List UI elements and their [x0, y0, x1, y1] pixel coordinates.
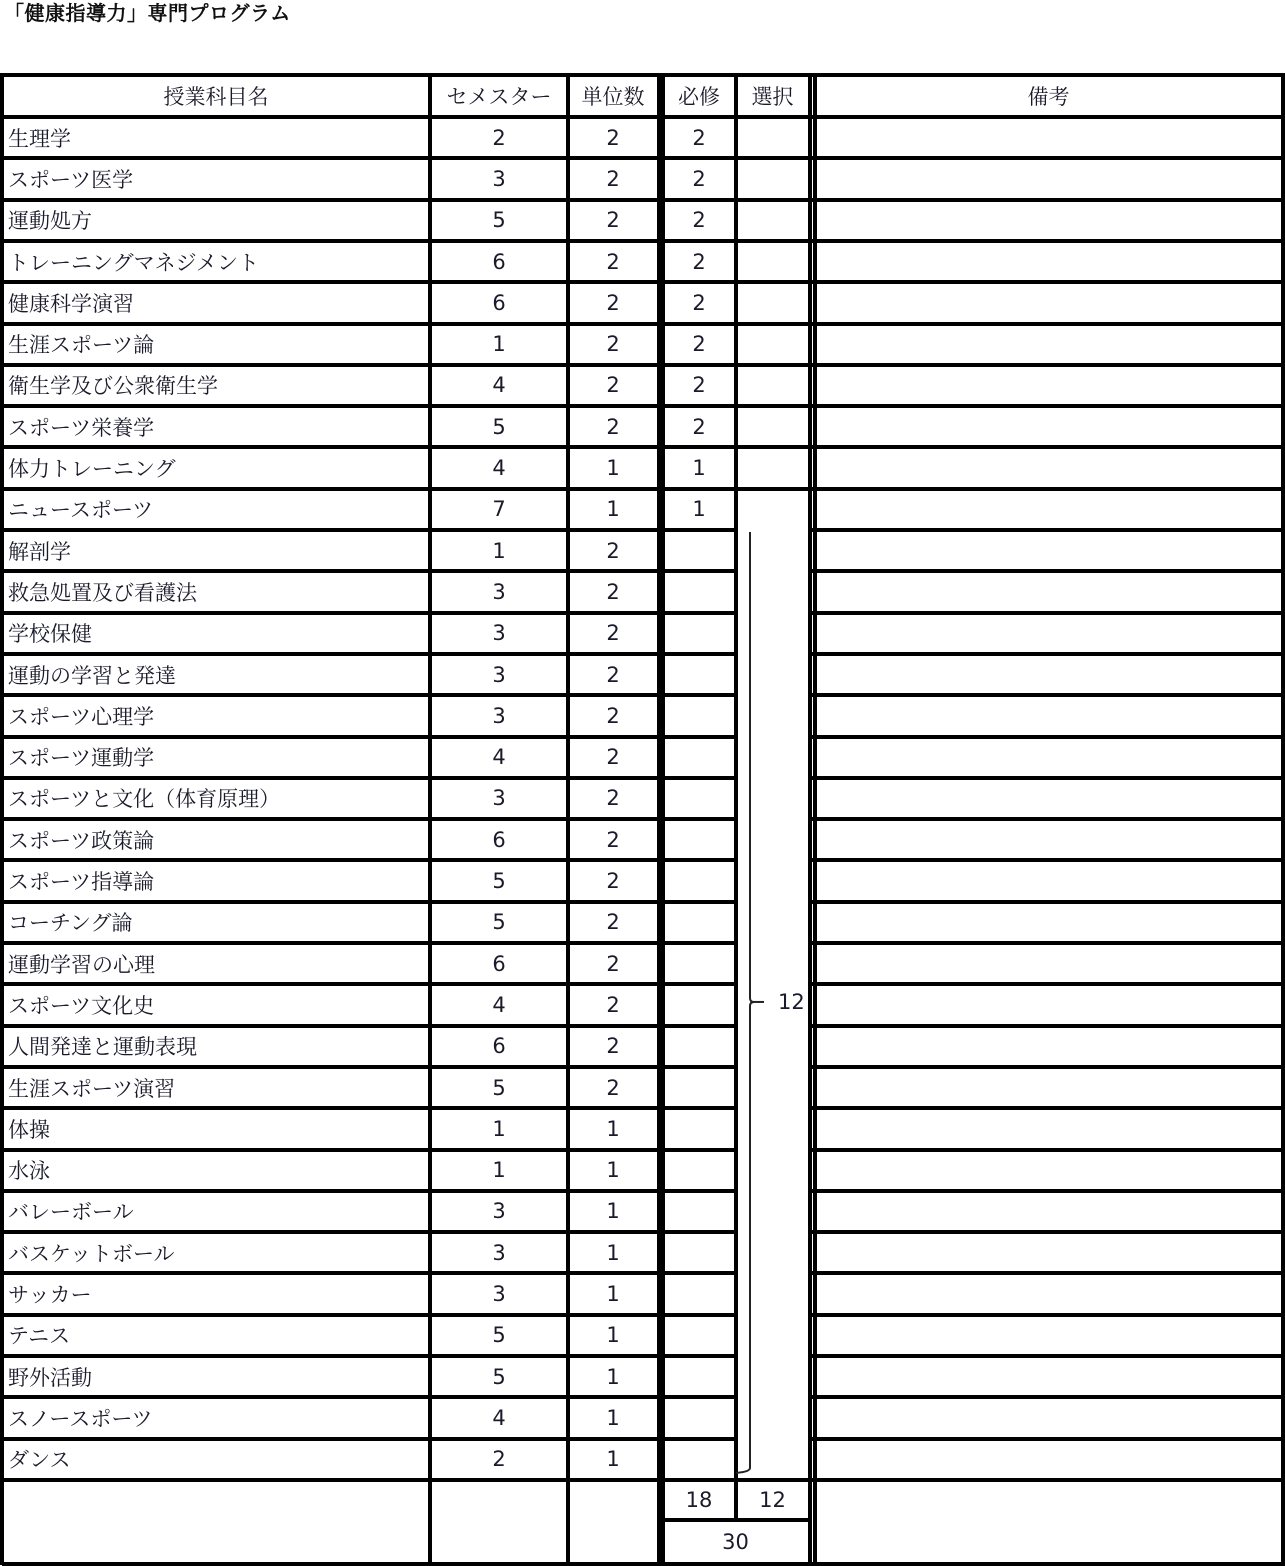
header-subject: 授業科目名: [163, 85, 269, 109]
semester-cell: 1: [492, 332, 506, 357]
credits-cell: 2: [606, 910, 620, 935]
subject-cell: バレーボール: [8, 1200, 134, 1225]
subject-cell: スポーツ栄養学: [8, 415, 155, 440]
subject-cell: 救急処置及び看護法: [8, 580, 197, 605]
required-cell: [662, 902, 736, 943]
elective-total: 12: [759, 1487, 786, 1512]
row-border: [2, 404, 1285, 408]
row-border: [809, 735, 1285, 739]
remarks-cell: [814, 1108, 1283, 1149]
row-border: [809, 817, 1285, 821]
subject-cell: バスケットボール: [8, 1241, 175, 1266]
elective-cell: [736, 324, 809, 365]
required-cell: [662, 571, 736, 612]
credits-cell: 2: [606, 373, 620, 398]
remarks-cell: [814, 324, 1283, 365]
row-border: [809, 1354, 1285, 1358]
row-border: [809, 1230, 1285, 1234]
elective-cell: [736, 241, 809, 282]
semester-cell: 5: [492, 208, 506, 233]
row-border: [809, 1437, 1285, 1441]
semester-cell: 3: [492, 1240, 506, 1265]
required-cell: [662, 819, 736, 860]
row-border: [2, 941, 738, 945]
row-border: [809, 611, 1285, 615]
required-cell: [662, 943, 736, 984]
credits-cell: 1: [606, 497, 620, 522]
row-border: [2, 239, 1285, 243]
required-cell: [662, 530, 736, 571]
credits-cell: 2: [606, 621, 620, 646]
required-cell: 2: [692, 332, 706, 357]
row-border: [2, 776, 738, 780]
remarks-cell: [814, 571, 1283, 612]
required-cell: 2: [692, 208, 706, 233]
semester-cell: 1: [492, 1116, 506, 1141]
subject-cell: スポーツ文化史: [8, 993, 155, 1018]
remarks-cell: [814, 1397, 1283, 1438]
required-cell: 2: [692, 373, 706, 398]
required-cell: 2: [692, 290, 706, 315]
required-cell: [662, 695, 736, 736]
credits-cell: 1: [606, 1323, 620, 1348]
remarks-cell: [814, 282, 1283, 323]
semester-cell: 4: [492, 373, 506, 398]
semester-cell: 6: [492, 249, 506, 274]
required-cell: [662, 1067, 736, 1108]
remarks-cell: [814, 200, 1283, 241]
row-border: [809, 1189, 1285, 1193]
remarks-cell: [814, 695, 1283, 736]
remarks-cell: [814, 984, 1283, 1025]
semester-cell: 1: [492, 1158, 506, 1183]
required-cell: [662, 1356, 736, 1397]
row-border: [2, 280, 1285, 284]
subject-cell: 人間発達と運動表現: [8, 1035, 197, 1060]
row-border: [2, 528, 738, 532]
semester-cell: 5: [492, 414, 506, 439]
subject-cell: ニュースポーツ: [8, 498, 154, 523]
row-border: [809, 1106, 1285, 1110]
elective-cell: [736, 365, 809, 406]
row-border: [2, 693, 738, 697]
required-cell: [662, 1439, 736, 1480]
semester-cell: 5: [492, 1075, 506, 1100]
row-border: [809, 1065, 1285, 1069]
required-cell: [662, 860, 736, 901]
remarks-cell: [814, 1191, 1283, 1232]
credits-cell: 2: [606, 1075, 620, 1100]
credits-cell: 1: [606, 1405, 620, 1430]
double-column-border: [661, 73, 665, 1565]
required-cell: [662, 1026, 736, 1067]
credits-cell: 2: [606, 1034, 620, 1059]
subject-cell: 学校保健: [8, 622, 92, 647]
header-semester: セメスター: [446, 85, 552, 109]
credits-cell: 1: [606, 1116, 620, 1141]
required-cell: [662, 1108, 736, 1149]
required-cell: [662, 778, 736, 819]
semester-cell: 1: [492, 538, 506, 563]
subject-cell: 運動の学習と発達: [8, 663, 176, 688]
row-border: [809, 1395, 1285, 1399]
remarks-cell: [814, 902, 1283, 943]
semester-cell: 5: [492, 1364, 506, 1389]
header-bottom-border: [2, 115, 1285, 119]
row-border: [2, 1024, 738, 1028]
row-border: [2, 1478, 1285, 1482]
table-top-border: [2, 73, 1285, 77]
row-border: [2, 1106, 738, 1110]
credits-cell: 1: [606, 1447, 620, 1472]
credits-cell: 2: [606, 249, 620, 274]
grand-total: 30: [722, 1530, 749, 1555]
required-cell: [662, 654, 736, 695]
required-cell: 2: [692, 166, 706, 191]
row-border: [2, 652, 738, 656]
semester-cell: 7: [492, 497, 506, 522]
credits-cell: 2: [606, 579, 620, 604]
row-border: [2, 858, 738, 862]
semester-cell: 3: [492, 703, 506, 728]
elective-cell: [736, 158, 809, 199]
subject-cell: 水泳: [8, 1159, 50, 1184]
row-border: [2, 1189, 738, 1193]
subject-cell: スポーツ政策論: [8, 828, 155, 853]
required-cell: [662, 1232, 736, 1273]
credits-cell: 1: [606, 456, 620, 481]
elective-cell: [736, 117, 809, 158]
row-border: [809, 693, 1285, 697]
remarks-cell: [814, 447, 1283, 488]
subject-cell: 生理学: [8, 126, 71, 151]
remarks-cell: [814, 1067, 1283, 1108]
semester-cell: 3: [492, 1199, 506, 1224]
subject-cell: スノースポーツ: [8, 1406, 153, 1431]
credits-cell: 1: [606, 1158, 620, 1183]
semester-cell: 3: [492, 579, 506, 604]
row-border: [2, 1271, 738, 1275]
row-border: [2, 156, 1285, 160]
remarks-cell: [814, 158, 1283, 199]
credits-cell: 2: [606, 703, 620, 728]
header-elective: 選択: [751, 85, 794, 109]
row-border: [809, 982, 1285, 986]
credits-cell: 2: [606, 166, 620, 191]
semester-cell: 6: [492, 1034, 506, 1059]
subject-cell: 体操: [8, 1117, 50, 1142]
row-border: [809, 900, 1285, 904]
semester-cell: 4: [492, 745, 506, 770]
semester-cell: 3: [492, 662, 506, 687]
remarks-cell: [814, 819, 1283, 860]
subject-cell: ダンス: [8, 1448, 71, 1473]
semester-cell: 6: [492, 827, 506, 852]
credits-cell: 2: [606, 538, 620, 563]
subject-cell: 体力トレーニング: [8, 457, 176, 482]
subject-cell: トレーニングマネジメント: [8, 250, 259, 275]
semester-cell: 3: [492, 166, 506, 191]
required-total: 18: [685, 1487, 713, 1512]
remarks-cell: [814, 241, 1283, 282]
remarks-cell: [814, 1150, 1283, 1191]
row-border: [2, 982, 738, 986]
semester-cell: 3: [492, 786, 506, 811]
required-cell: [662, 1397, 736, 1438]
credits-cell: 2: [606, 869, 620, 894]
required-cell: [662, 737, 736, 778]
header-remarks: 備考: [1027, 85, 1070, 109]
header-required: 必修: [678, 85, 720, 109]
semester-cell: 4: [492, 992, 506, 1017]
credits-cell: 2: [606, 786, 620, 811]
required-cell: 2: [692, 414, 706, 439]
table-left-border: [0, 73, 4, 1565]
row-border: [2, 1437, 738, 1441]
total-divider: [662, 1518, 811, 1522]
row-border: [809, 1024, 1285, 1028]
semester-cell: 5: [492, 910, 506, 935]
credits-cell: 2: [606, 290, 620, 315]
subject-cell: 解剖学: [8, 539, 71, 564]
semester-cell: 4: [492, 1405, 506, 1430]
elective-cell: [736, 406, 809, 447]
remarks-cell: [814, 1026, 1283, 1067]
remarks-cell: [814, 943, 1283, 984]
credits-cell: 1: [606, 1364, 620, 1389]
required-cell: 2: [692, 249, 706, 274]
credits-cell: 1: [606, 1282, 620, 1307]
semester-cell: 6: [492, 951, 506, 976]
remarks-cell: [814, 1439, 1283, 1480]
row-border: [2, 1065, 738, 1069]
elective-cell: [736, 489, 809, 530]
subject-cell: 運動処方: [8, 209, 92, 234]
credits-cell: 2: [606, 332, 620, 357]
credits-cell: 2: [606, 992, 620, 1017]
elective-group-total: 12: [778, 989, 805, 1014]
remarks-cell: [814, 530, 1283, 571]
elective-cell: [736, 447, 809, 488]
double-column-border: [813, 73, 817, 1565]
remarks-cell: [814, 117, 1283, 158]
subject-cell: スポーツ運動学: [8, 746, 155, 771]
remarks-cell: [814, 1315, 1283, 1356]
row-border: [2, 1354, 738, 1358]
table-bottom-border: [2, 1562, 1285, 1566]
remarks-cell: [814, 1356, 1283, 1397]
row-border: [809, 776, 1285, 780]
required-cell: 1: [692, 497, 706, 522]
subject-cell: スポーツ心理学: [8, 704, 155, 729]
subject-cell: 野外活動: [8, 1365, 92, 1390]
credits-cell: 1: [606, 1240, 620, 1265]
row-border: [2, 1230, 738, 1234]
subject-cell: 生涯スポーツ演習: [8, 1076, 176, 1101]
required-cell: [662, 613, 736, 654]
remarks-cell: [814, 1232, 1283, 1273]
credits-cell: 1: [606, 1199, 620, 1224]
remarks-cell: [814, 860, 1283, 901]
semester-cell: 2: [492, 1447, 506, 1472]
row-border: [2, 487, 1285, 491]
row-border: [809, 941, 1285, 945]
row-border: [2, 322, 1285, 326]
subject-cell: 健康科学演習: [8, 291, 134, 316]
subject-cell: スポーツ指導論: [8, 870, 155, 895]
remarks-cell: [814, 613, 1283, 654]
subject-cell: コーチング論: [8, 911, 133, 936]
remarks-cell: [814, 489, 1283, 530]
semester-cell: 2: [492, 125, 506, 150]
row-border: [809, 858, 1285, 862]
row-border: [809, 1313, 1285, 1317]
page-title: 「健康指導力」専門プログラム: [4, 1, 291, 25]
subject-cell: スポーツ医学: [8, 167, 134, 192]
required-cell: [662, 984, 736, 1025]
subject-cell: 衛生学及び公衆衛生学: [8, 374, 218, 399]
subject-cell: サッカー: [8, 1283, 92, 1308]
row-border: [809, 569, 1285, 573]
required-cell: [662, 1273, 736, 1314]
semester-cell: 6: [492, 290, 506, 315]
subject-cell: 生涯スポーツ論: [8, 333, 155, 358]
credits-cell: 2: [606, 951, 620, 976]
row-border: [2, 363, 1285, 367]
credits-cell: 2: [606, 745, 620, 770]
table-right-border: [1281, 73, 1285, 1565]
elective-bracket-icon: [734, 532, 764, 1478]
semester-cell: 5: [492, 869, 506, 894]
credits-cell: 2: [606, 208, 620, 233]
remarks-cell: [814, 1273, 1283, 1314]
elective-cell: [736, 200, 809, 241]
row-border: [2, 1395, 738, 1399]
credits-cell: 2: [606, 125, 620, 150]
remarks-cell: [814, 654, 1283, 695]
subject-cell: テニス: [8, 1324, 71, 1349]
double-column-border: [808, 73, 812, 1565]
row-border: [809, 528, 1285, 532]
row-border: [2, 611, 738, 615]
required-cell: [662, 1315, 736, 1356]
required-cell: 2: [692, 125, 706, 150]
credits-cell: 2: [606, 662, 620, 687]
row-border: [809, 1148, 1285, 1152]
remarks-cell: [814, 406, 1283, 447]
column-border: [566, 73, 570, 1565]
row-border: [2, 817, 738, 821]
row-border: [809, 1271, 1285, 1275]
row-border: [2, 735, 738, 739]
remarks-cell: [814, 778, 1283, 819]
subject-cell: 運動学習の心理: [8, 952, 155, 977]
remarks-cell: [814, 365, 1283, 406]
required-cell: [662, 1150, 736, 1191]
row-border: [2, 1148, 738, 1152]
row-border: [2, 445, 1285, 449]
elective-cell: [736, 282, 809, 323]
row-border: [2, 900, 738, 904]
row-border: [2, 569, 738, 573]
header-credits: 単位数: [581, 85, 645, 109]
required-cell: 1: [692, 456, 706, 481]
semester-cell: 4: [492, 456, 506, 481]
credits-cell: 2: [606, 827, 620, 852]
semester-cell: 5: [492, 1323, 506, 1348]
credits-cell: 2: [606, 414, 620, 439]
row-border: [2, 1313, 738, 1317]
row-border: [2, 198, 1285, 202]
row-border: [809, 652, 1285, 656]
column-border: [428, 73, 432, 1565]
remarks-cell: [814, 737, 1283, 778]
semester-cell: 3: [492, 1282, 506, 1307]
required-cell: [662, 1191, 736, 1232]
semester-cell: 3: [492, 621, 506, 646]
subject-cell: スポーツと文化（体育原理）: [8, 787, 281, 812]
